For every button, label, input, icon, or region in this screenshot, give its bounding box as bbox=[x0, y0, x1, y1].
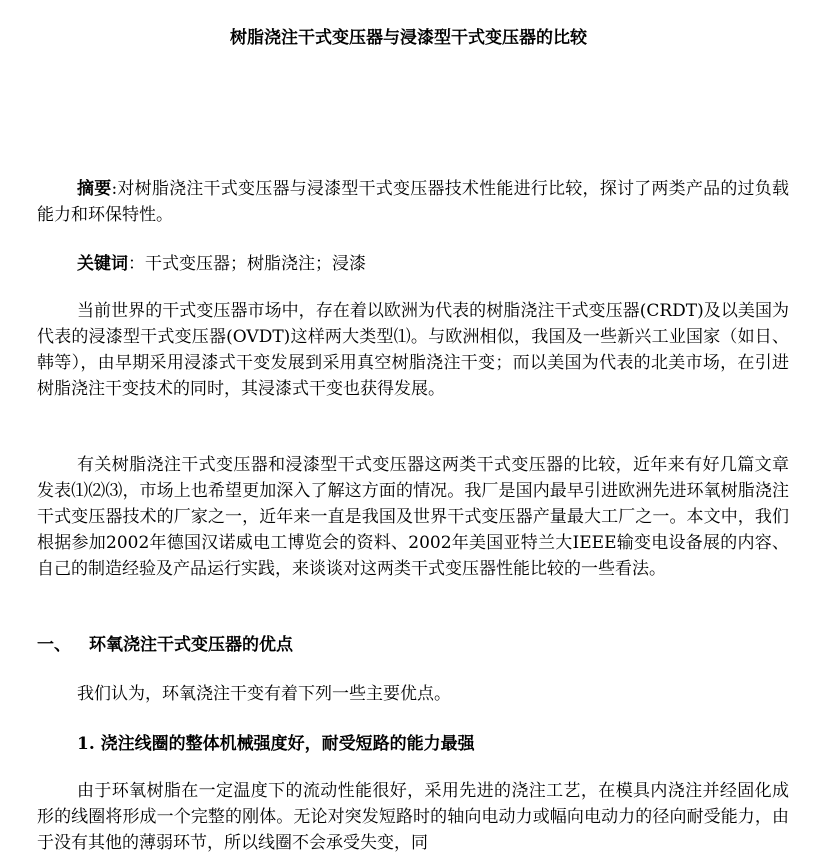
section-1-intro: 我们认为，环氧浇注干变有着下列一些主要优点。 bbox=[77, 684, 451, 704]
section-1-body: 由于环氧树脂在一定温度下的流动性能很好，采用先进的浇注工艺，在模具内浇注并经固化成形的线圈将形成一个完整的刚体。无论对突发短路时的轴向电动力或幅向电动力的径向耐受能力，由于没有其他的薄弱环节，所以线圈不会承受失变，同 bbox=[37, 781, 789, 853]
section-1-number: 一、 bbox=[37, 635, 71, 655]
section-1-title: 环氧浇注干式变压器的优点 bbox=[89, 635, 293, 655]
subsection-1-heading bbox=[37, 731, 789, 757]
document-title: 树脂浇注干式变压器与浸漆型干式变压器的比较 bbox=[230, 28, 587, 48]
abstract-paragraph bbox=[37, 176, 789, 228]
body-paragraph-2: 有关树脂浇注干式变压器和浸漆型干式变压器这两类干式变压器的比较，近年来有好几篇文章发表⑴⑵⑶，市场上也希望更加深入了解这方面的情况。我厂是国内最早引进欧洲先进环氧树脂浇注干式变压器技术的厂家之一，近年来一直是我国及世界干式变压器产量最大工厂之一。本文中，我们根据参加2002年德国汉诺威电工博览会的资料、2002年美国亚特兰大IEEE输变电设备展的内容、自己的制造经验及产品运行实践，来谈谈对这两类干式变压器性能比较的一些看法。 bbox=[37, 455, 789, 579]
subsection-1-title: 浇注线圈的整体机械强度好，耐受短路的能力最强 bbox=[100, 734, 475, 754]
keywords-paragraph bbox=[37, 251, 789, 277]
subsection-1-number: 1. bbox=[77, 734, 95, 754]
abstract-text: :对树脂浇注干式变压器与浸漆型干式变压器技术性能进行比较，探讨了两类产品的过负载能力和环保特性。 bbox=[37, 179, 789, 225]
abstract-label: 摘要 bbox=[77, 179, 112, 199]
keywords-label: 关键词 bbox=[77, 254, 128, 274]
body-paragraph-1: 当前世界的干式变压器市场中，存在着以欧洲为代表的树脂浇注干式变压器(CRDT)及以美国为代表的浸漆型干式变压器(OVDT)这样两大类型⑴。与欧洲相似，我国及一些新兴工业国家（如日、韩等），由早期采用浸漆式干变发展到采用真空树脂浇注干变；而以美国为代表的北美市场，在引进树脂浇注干变技术的同时，其浸漆式干变也获得发展。 bbox=[37, 301, 789, 399]
keywords-text: ：干式变压器；树脂浇注；浸漆 bbox=[128, 254, 366, 274]
section-1-heading bbox=[37, 632, 789, 658]
